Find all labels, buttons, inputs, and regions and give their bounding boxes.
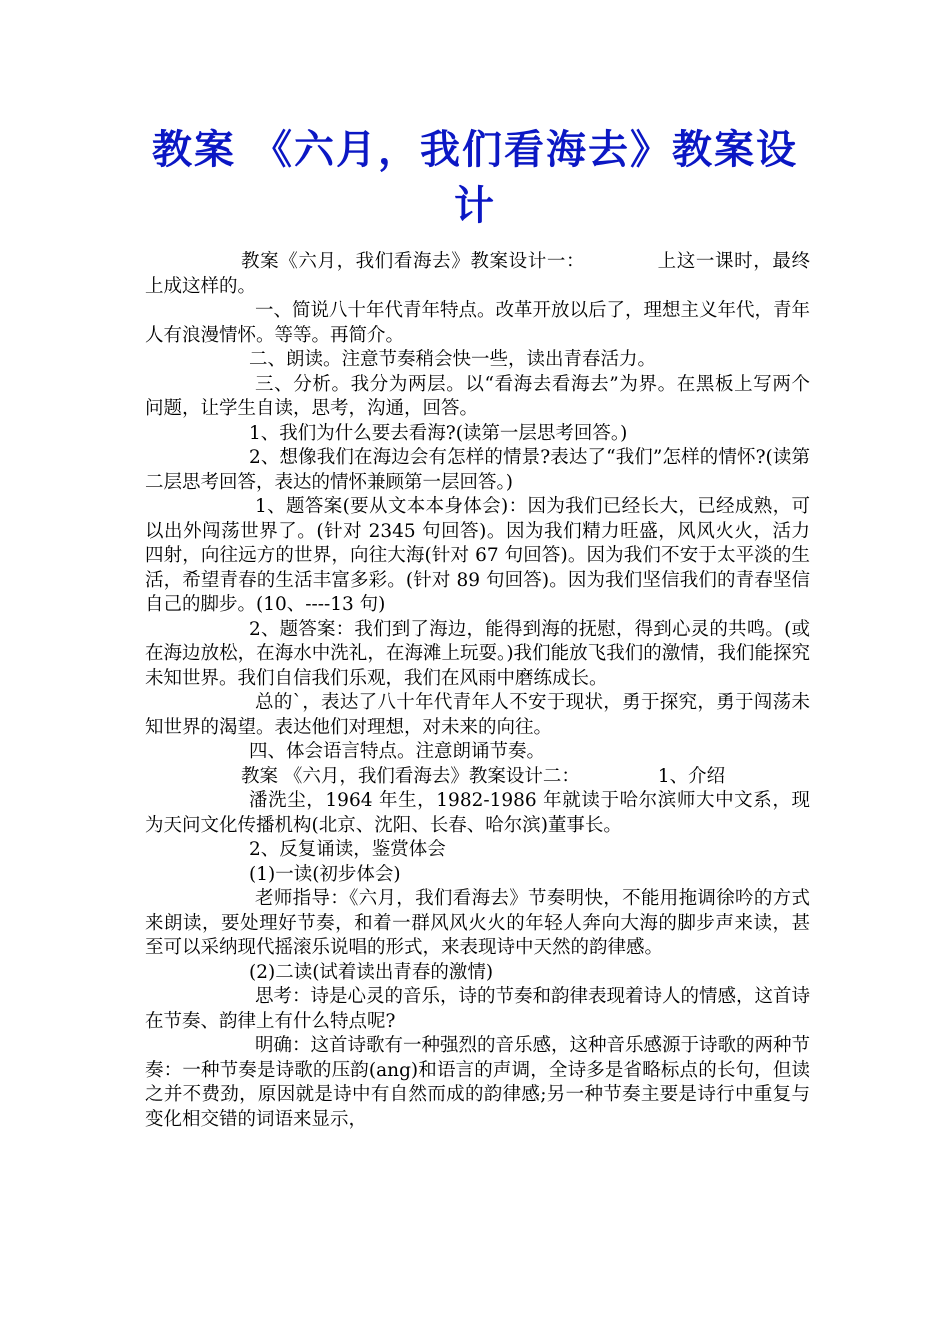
- paragraph-text: 明确：这首诗歌有一种强烈的音乐感，这种音乐感源于诗歌的两种节奏：一种节奏是诗歌的压韵(ang)和语言的声调，全诗多是省略标点的长句，但读之并不费劲，原因就是诗中有自然而成的韵律感;另一种节奏主要是诗行中重复与变化相交错的词语来显示，: [145, 1035, 811, 1130]
- paragraph-text: 总的`，表达了八十年代青年人不安于现状，勇于探究，勇于闯荡未知世界的渴望。表达他们对理想，对未来的向往。: [145, 692, 810, 738]
- paragraph: [145, 863, 810, 888]
- document-title: 教案 《六月，我们看海去》教案设计: [152, 126, 798, 229]
- document-body: [145, 250, 810, 1132]
- paragraph-text: 2、想像我们在海边会有怎样的情景?表达了“我们”怎样的情怀?(读第二层思考回答，表达的情怀兼顾第一层回答。): [145, 447, 810, 493]
- paragraph: [145, 446, 810, 495]
- paragraph-text-continued: 1、介绍: [657, 765, 726, 787]
- paragraph: [145, 373, 810, 422]
- paragraph: [145, 495, 810, 618]
- paragraph: [145, 250, 810, 299]
- paragraph-text-continued: 上这一课时，最终上成这样的。: [145, 251, 810, 297]
- paragraph: [145, 299, 810, 348]
- paragraph-text: 1、题答案(要从文本本身体会)：因为我们已经长大，已经成熟，可以出外闯荡世界了。(针对 2345 句回答)。因为我们精力旺盛，风风火火，活力四射，向往远方的世界，向往大海(针对 67 句回答)。因为我们不安于太平淡的生活，希望青春的生活丰富多彩。(针对 89 句回答)。因为我们坚信我们的青春坚信自己的脚步。(10、----13 句): [145, 496, 810, 615]
- paragraph: [145, 691, 810, 740]
- paragraph-text: (1)一读(初步体会): [249, 863, 401, 885]
- paragraph: [145, 985, 810, 1034]
- paragraph-text: 一、简说八十年代青年特点。改革开放以后了，理想主义年代，青年人有浪漫情怀。等等。再简介。: [145, 300, 811, 346]
- paragraph: [145, 740, 810, 765]
- paragraph: [145, 961, 810, 986]
- paragraph: [145, 618, 810, 692]
- paragraph-text: 三、分析。我分为两层。以“看海去看海去”为界。在黑板上写两个问题，让学生自读，思考，沟通，回答。: [145, 373, 810, 419]
- paragraph-text: 潘洗尘，1964 年生，1982-1986 年就读于哈尔滨师大中文系，现为天问文化传播机构(北京、沈阳、长春、哈尔滨)董事长。: [145, 790, 810, 836]
- paragraph-text: 2、反复诵读，鉴赏体会: [249, 839, 446, 860]
- paragraph: [145, 422, 810, 447]
- paragraph-text: 二、朗读。注意节奏稍会快一些，读出青春活力。: [249, 349, 657, 370]
- paragraph: [145, 838, 810, 863]
- paragraph-text: 思考：诗是心灵的音乐，诗的节奏和韵律表现着诗人的情感，这首诗在节奏、韵律上有什么特点呢?: [145, 986, 811, 1032]
- paragraph-text: 教案 《六月，我们看海去》教案设计二：: [241, 765, 580, 787]
- paragraph-text: 2、题答案：我们到了海边，能得到海的抚慰，得到心灵的共鸣。(或在海边放松，在海水中洗礼，在海滩上玩耍。)我们能放飞我们的激情，我们能探究未知世界。我们自信我们乐观，我们在风雨中磨练成长。: [145, 618, 810, 689]
- paragraph-text: 老师指导：《六月，我们看海去》节奏明快，不能用拖调徐吟的方式来朗读，要处理好节奏，和着一群风风火火的年轻人奔向大海的脚步声来读，甚至可以采纳现代摇滚乐说唱的形式，来表现诗中天然的韵律感。: [145, 888, 810, 958]
- paragraph: [145, 765, 810, 790]
- paragraph: [145, 348, 810, 373]
- paragraph-text: 1、我们为什么要去看海?(读第一层思考回答。): [249, 422, 628, 444]
- paragraph: [145, 887, 810, 961]
- paragraph-text: 四、体会语言特点。注意朗诵节奏。: [249, 741, 546, 762]
- paragraph: [145, 1034, 810, 1132]
- paragraph: [145, 789, 810, 838]
- paragraph-text: 教案《六月，我们看海去》教案设计一：: [241, 251, 586, 272]
- paragraph-text: (2)二读(试着读出青春的激情): [249, 961, 494, 983]
